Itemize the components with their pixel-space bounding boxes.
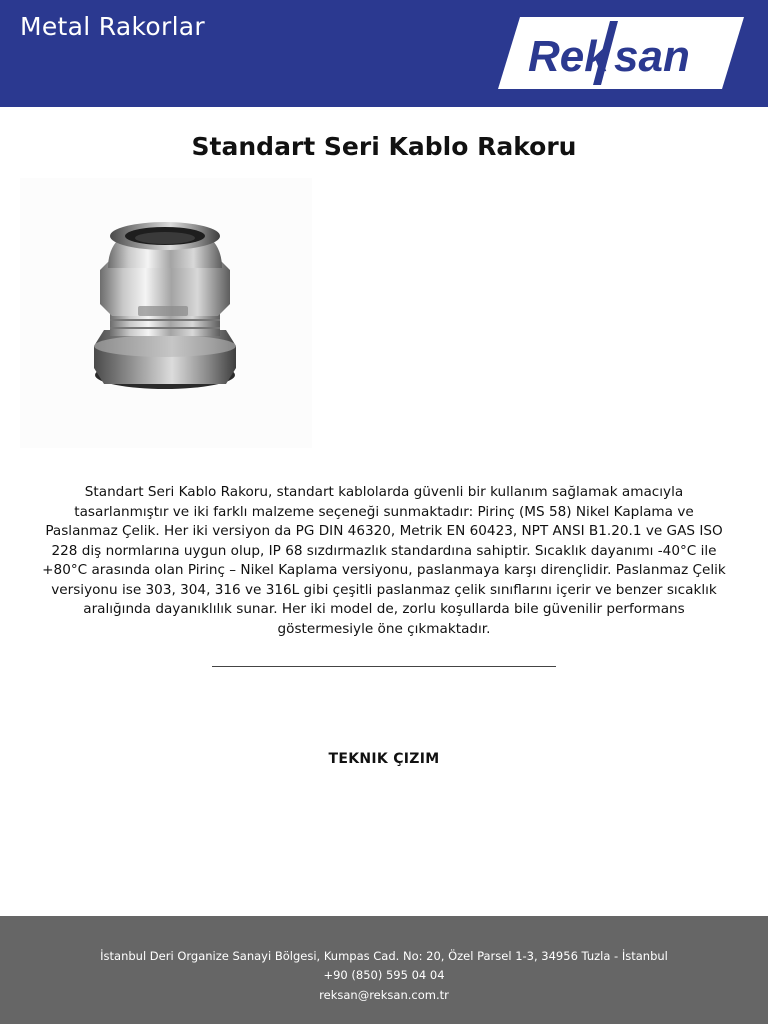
reksan-logo[interactable]: [498, 17, 744, 89]
product-title: Standart Seri Kablo Rakoru: [191, 132, 577, 161]
logo-text-left: Rek: [528, 32, 609, 81]
page-footer: [0, 916, 768, 1024]
page-header: [0, 0, 768, 107]
footer-email[interactable]: reksan@reksan.com.tr: [319, 988, 449, 1002]
section-divider: [212, 666, 556, 667]
header-title: Metal Rakorlar: [20, 12, 206, 41]
product-photo: [20, 178, 312, 448]
logo-text-right: san: [614, 32, 690, 81]
footer-phone[interactable]: +90 (850) 595 04 04: [323, 968, 445, 982]
product-description: Standart Seri Kablo Rakoru, standart kablolarda güvenli bir kullanım sağlamak amacıyla tasarlanmıştır ve iki farklı malzeme seçeneği sunmaktadır: Pirinç (MS 58) Nikel Kaplama ve Paslanmaz Çelik. Her iki versiyon da PG DIN 46320, Metrik EN 60423, NPT ANSI B1.20.1 ve GAS ISO 228 diş normlarına uygun olup, IP 68 sızdırmazlık standardına sahiptir. Sıcaklık dayanımı -40°C ile +80°C arasında olan Pirinç – Nikel Kaplama versiyonu, paslanmaya karşı dirençlidir. Paslanmaz Çelik versiyonu ise 303, 304, 316 ve 316L gibi çeşitli paslanmaz çelik sınıflarını içerir ve benzer sıcaklık aralığında dayanıklılık sunar. Her iki model de, zorlu koşullarda bile güvenilir performans göstermesiyle öne çıkmaktadır.: [42, 484, 726, 637]
technical-drawing-heading: TEKNIK ÇIZIM: [328, 751, 440, 767]
cable-gland-photo-icon: [20, 178, 312, 448]
footer-address: İstanbul Deri Organize Sanayi Bölgesi, Kumpas Cad. No: 20, Özel Parsel 1-3, 34956 Tuzla - İstanbul: [100, 949, 668, 963]
